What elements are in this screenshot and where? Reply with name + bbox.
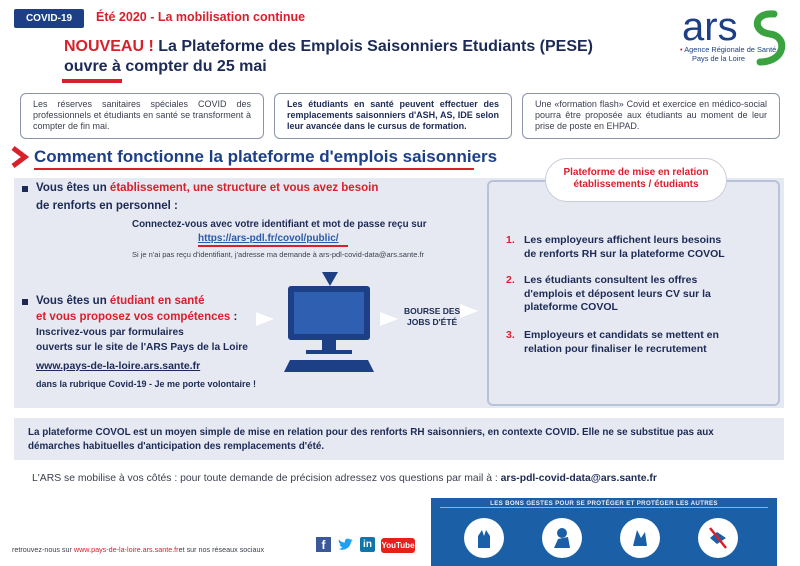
gestes-title: LES BONS GESTES POUR SE PROTÉGER ET PROTÉGER LES AUTRES: [490, 500, 718, 507]
arrow-right-icon: [254, 308, 276, 330]
gestes-divider: [440, 507, 768, 508]
section-underline: [34, 168, 474, 170]
infobox-reserves: Les réserves sanitaires spéciales COVID des professionnels et étudiants en santé se transforment à compter de fin mai.: [20, 93, 264, 139]
establishment-connect: Connectez-vous avec votre identifiant et mot de passe reçu sur: [132, 219, 427, 230]
logo-line1: • Agence Régionale de Santé: [680, 45, 777, 54]
covol-panel: [14, 418, 784, 460]
infobox-etudiants: Les étudiants en santé peuvent effectuer des remplacements saisonniers d'ASH, AS, IDE selon leur avancée dans le cursus de formation.: [274, 93, 512, 139]
bullet-square: [22, 299, 28, 305]
logo-line2: Pays de la Loire: [692, 53, 745, 63]
covol-link[interactable]: https://ars-pdl.fr/covol/public/: [198, 233, 339, 244]
footer-site-link[interactable]: www.pays-de-la-loire.ars.sante.fr: [73, 545, 179, 554]
page-title: [64, 38, 593, 56]
student-line3: dans la rubrique Covid-19 - Je me porte volontaire !: [36, 379, 257, 389]
bourse-label: BOURSE DES JOBS D'ÉTÉ: [404, 306, 461, 327]
facebook-icon[interactable]: f: [316, 537, 331, 552]
footer: retrouvez-nous sur www.pays-de-la-loire.ars.sante.fret sur nos réseaux sociaux: [12, 545, 265, 554]
section-title: Comment fonctionne la plateforme d'emplois saisonniers: [34, 147, 498, 166]
contact-line: L'ARS se mobilise à vos côtés : pour toute demande de précision adressez vos questions par mail à : ars-pdl-covid-data@ars.sante.fr: [32, 473, 657, 484]
platform-step-1: 1. Les employeurs affichent leurs besoins de renforts RH sur la plateforme COVOL: [506, 234, 725, 260]
covid-badge: COVID-19: [14, 9, 84, 28]
student-line1: Inscrivez-vous par formulaires: [36, 327, 184, 338]
platform-step-3: 3. Employeurs et candidats se mettent en relation pour finaliser le recrutement: [506, 329, 719, 355]
contact-email[interactable]: ars-pdl-covid-data@ars.sante.fr: [500, 473, 657, 484]
covol-line1: La plateforme COVOL est un moyen simple de mise en relation pour des renforts RH saisonniers, en contexte COVID. Elle ne se substitue pas aux: [28, 427, 714, 438]
arrow-right-icon: [458, 300, 480, 322]
establishment-heading2: de renforts en personnel :: [36, 200, 178, 212]
link-underline: [198, 245, 348, 247]
ars-logo-mark: ars: [682, 5, 738, 49]
platform-title2: établissements / étudiants: [573, 179, 699, 190]
establishment-note: Si je n'ai pas reçu d'identifiant, j'adresse ma demande à ars-pdl-covid-data@ars.sante.fr: [132, 250, 425, 259]
topline: Été 2020 - La mobilisation continue: [96, 10, 306, 24]
tissue-glyph: [630, 526, 650, 550]
title-prefix: NOUVEAU !: [64, 38, 154, 55]
platform-step-2: 2. Les étudiants consultent les offres d'emplois et déposent leurs CV sur la plateforme COVOL: [506, 274, 711, 313]
elbow-glyph: [552, 526, 572, 550]
title-rest: La Plateforme des Emplois Saisonniers Etudiants (PESE): [153, 38, 594, 55]
covol-line2: démarches habituelles d'anticipation des remplacements d'été.: [28, 441, 325, 452]
student-heading2: et vous proposez vos compétences :: [36, 311, 238, 323]
chevron-right-icon: [10, 146, 30, 168]
arrow-down-icon: [320, 270, 340, 288]
ars-site-link[interactable]: www.pays-de-la-loire.ars.sante.fr: [36, 360, 201, 372]
student-line2: ouverts sur le site de l'ARS Pays de la Loire: [36, 342, 248, 353]
ars-logo-text: [680, 46, 776, 63]
arrow-right-icon: [378, 308, 400, 330]
infobox-formation: Une «formation flash» Covid et exercice en médico-social pourra être proposée aux étudiants au moment de leur prise de poste en EHPAD.: [522, 93, 780, 139]
page-subtitle: ouvre à compter du 25 mai: [64, 58, 267, 75]
youtube-icon[interactable]: YouTube: [381, 538, 415, 553]
hands-glyph: [474, 526, 494, 550]
title-underline: [62, 79, 122, 83]
student-heading: Vous êtes un étudiant en santé: [36, 295, 205, 307]
handshake-glyph: [708, 526, 728, 550]
computer-icon: [284, 276, 374, 376]
platform-pill: [545, 158, 727, 202]
platform-title1: Plateforme de mise en relation: [563, 167, 709, 178]
linkedin-icon[interactable]: in: [360, 537, 375, 552]
bullet-square: [22, 186, 28, 192]
establishment-heading: Vous êtes un établissement, une structure et vous avez besoin: [36, 182, 379, 194]
twitter-icon[interactable]: [338, 538, 354, 552]
